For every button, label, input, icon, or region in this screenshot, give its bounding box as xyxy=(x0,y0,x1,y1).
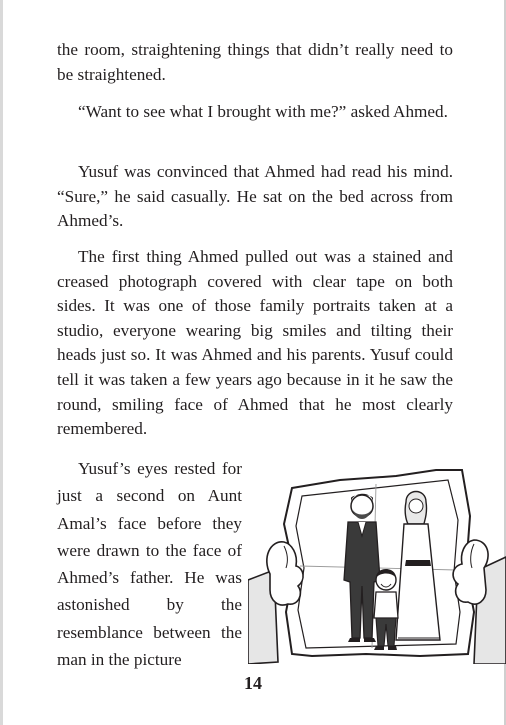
paragraph-want-to-see: “Want to see what I brought with me?” asked Ahmed. xyxy=(78,102,448,121)
paragraph-photograph: The first thing Ahmed pulled out was a stained and creased photograph covered with clear tape on both sides. It was one of those family portraits taken at a studio, everyone wearing big smiles and tilting their heads just so. It was Ahmed and his parents. Yusuf could tell it was taken a few years ago because in it he saw the round, smiling face of Ahmed that he most clearly remembered. xyxy=(57,247,453,439)
paragraph-yusufs-eyes: Yusuf’s eyes rested for just a second on Aunt Amal’s face before they were drawn to the face of Ahmed’s father. He was astonished by the resemblance between the man in the picture xyxy=(57,459,242,670)
page-left-edge xyxy=(0,0,3,725)
family-photo-illustration xyxy=(248,462,506,664)
page-number: 14 xyxy=(244,673,262,693)
paragraph-continuation: the room, straightening things that didn’t really need to be straightened. xyxy=(57,40,453,84)
paragraph-yusuf-convinced: Yusuf was convinced that Ahmed had read his mind. “Sure,” he said casually. He sat on the bed across from Ahmed’s. xyxy=(57,162,453,231)
